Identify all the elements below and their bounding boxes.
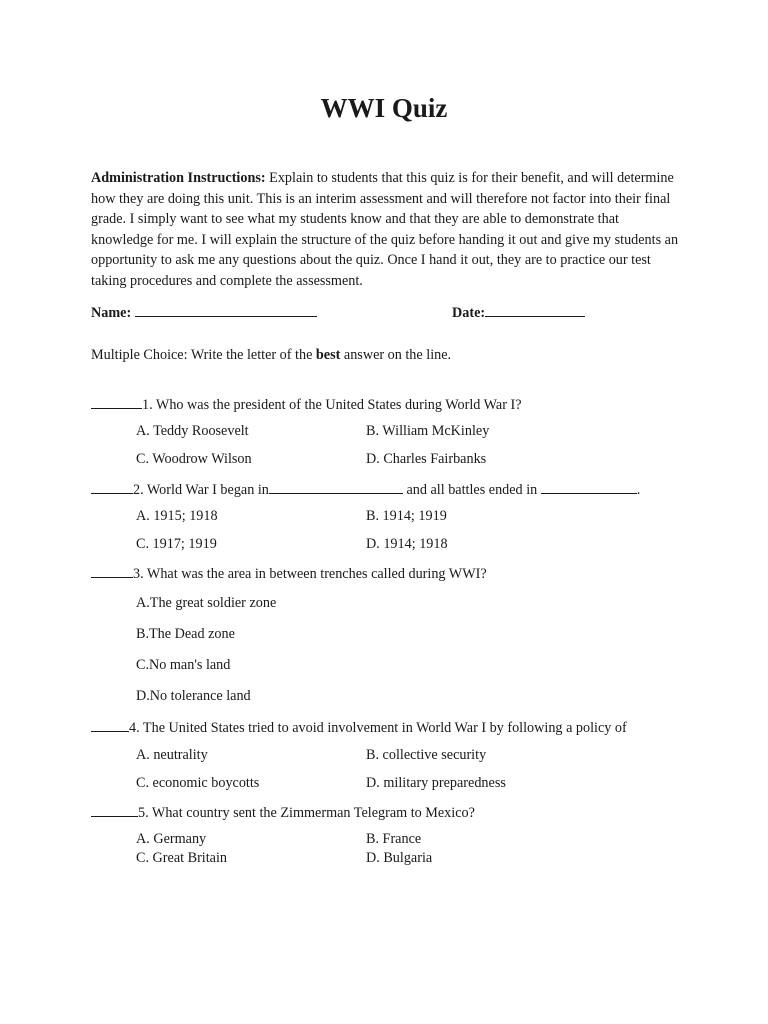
- directions: [91, 347, 451, 364]
- answer-blank-2[interactable]: [91, 480, 133, 494]
- question-2-text-a: 2. World War I began in: [133, 482, 269, 498]
- option-3c: C.No man's land: [136, 657, 231, 673]
- option-4a: A. neutrality: [136, 747, 208, 763]
- question-3: [91, 564, 487, 583]
- name-field: [91, 302, 317, 322]
- option-4d: D. military preparedness: [366, 775, 506, 791]
- administration-instructions: [91, 168, 681, 292]
- question-3-text: 3. What was the area in between trenches called during WWI?: [133, 566, 487, 582]
- option-3a: A.The great soldier zone: [136, 595, 277, 611]
- option-3d: D.No tolerance land: [136, 688, 251, 704]
- option-1d: D. Charles Fairbanks: [366, 451, 487, 467]
- fill-blank-2b[interactable]: [541, 480, 637, 494]
- answer-blank-5[interactable]: [91, 803, 138, 817]
- option-2c: C. 1917; 1919: [136, 536, 217, 552]
- option-4b: B. collective security: [366, 747, 487, 763]
- question-2-text-c: .: [636, 482, 641, 498]
- option-1b: B. William McKinley: [366, 423, 490, 439]
- option-1c: C. Woodrow Wilson: [136, 451, 252, 467]
- name-label: Name:: [91, 305, 132, 321]
- question-2-text-b: and all battles ended in: [406, 482, 538, 498]
- option-2d: D. 1914; 1918: [366, 536, 448, 552]
- answer-blank-4[interactable]: [91, 718, 129, 732]
- question-2: [91, 480, 640, 499]
- option-5c: C. Great Britain: [136, 850, 228, 866]
- question-5: [91, 803, 475, 822]
- answer-blank-3[interactable]: [91, 564, 133, 578]
- directions-emphasis: best: [315, 347, 341, 363]
- option-5d: D. Bulgaria: [366, 850, 433, 866]
- option-2a: A. 1915; 1918: [136, 508, 218, 524]
- option-5b: B. France: [366, 831, 422, 847]
- question-5-text: 5. What country sent the Zimmerman Telegram to Mexico?: [138, 805, 475, 821]
- option-1a: A. Teddy Roosevelt: [136, 423, 249, 439]
- date-blank[interactable]: [485, 302, 585, 317]
- name-blank[interactable]: [135, 302, 317, 317]
- directions-prefix: Multiple Choice: Write the letter of the: [91, 347, 313, 363]
- instructions-label: Administration Instructions:: [91, 170, 266, 186]
- question-4: [91, 718, 627, 737]
- instructions-text: Explain to students that this quiz is for their benefit, and will determine how they are doing this unit. This is an interim assessment and will therefore not factor into their final grade. I simply want to see what my students know and that they are able to demonstrate that knowledge for me. I will explain the structure of the quiz before handing it out and give my students an opportunity to ask me any questions about the quiz. Once I hand it out, they are to practice our test taking procedures and complete the assessment.: [91, 170, 679, 289]
- fill-blank-2a[interactable]: [269, 480, 403, 494]
- answer-blank-1[interactable]: [91, 395, 142, 409]
- option-3b: B.The Dead zone: [136, 626, 235, 642]
- option-4c: C. economic boycotts: [136, 775, 260, 791]
- question-1-text: 1. Who was the president of the United States during World War I?: [142, 397, 522, 413]
- question-4-text: 4. The United States tried to avoid involvement in World War I by following a policy of: [129, 720, 627, 736]
- question-1: [91, 395, 522, 414]
- date-label: Date:: [452, 305, 486, 321]
- page-title: WWI Quiz: [320, 93, 448, 123]
- directions-suffix: answer on the line.: [343, 347, 452, 363]
- option-5a: A. Germany: [136, 831, 207, 847]
- option-2b: B. 1914; 1919: [366, 508, 447, 524]
- date-field: [452, 302, 585, 322]
